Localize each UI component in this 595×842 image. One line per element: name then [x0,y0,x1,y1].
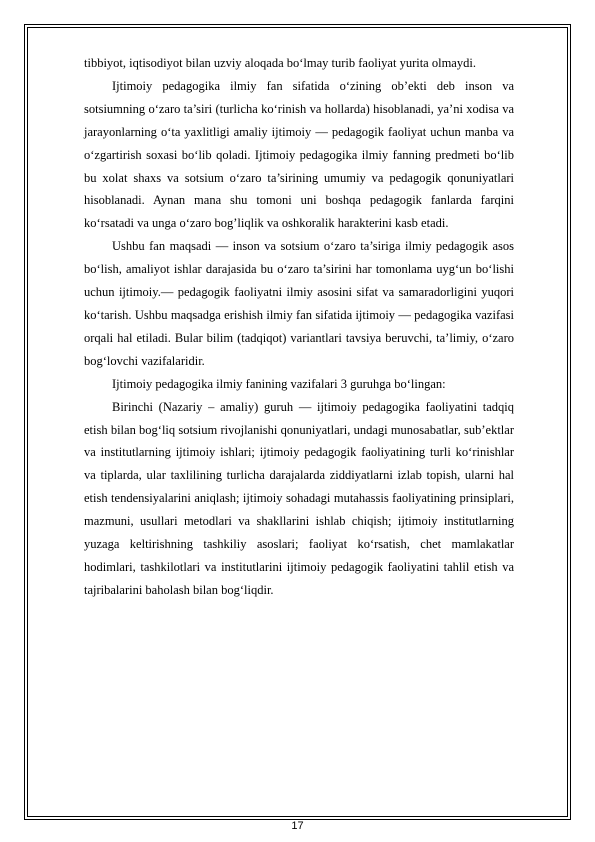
paragraph-first-group: Birinchi (Nazariy – amaliy) guruh — ijtimoiy pedagogika faoliyatini tadqiq etish bilan bog‘liq sotsium rivojlanishi qonuniyatlari, undagi munosabatlar, sub’ektlar va institutlarning ijtimoiy ishlari; ijtimoiy pedagogik faoliyatining turli ko‘rinishlar va tiplarda, ular taxlilining turlicha darajalarda ziddiyatlarni izlab topish, ularni hal etish tendensiyalarini aniqlash; ijtimoiy sohadagi mutahassis faoliyatining prinsiplari, mazmuni, usullari metodlari va shakllarini ishlab chiqish; ijtimoiy institutlarning yuzaga keltirishning tashkiliy asoslari; faoliyat ko‘rsatish, chet mamlakatlar hodimlari, tashkilotlari va institutlarini ijtimoiy pedagogik faoliyatini tahlil etish va tajribalarini baholash bilan bog‘liqdir. [84,399,514,597]
page-number: 17 [291,820,304,832]
paragraph-task-groups-intro: Ijtimoiy pedagogika ilmiy fanining vazifalari 3 guruhga bo‘lingan: [112,376,446,391]
paragraph-continuation: tibbiyot, iqtisodiyot bilan uzviy aloqada bo‘lmay turib faoliyat yurita olmaydi. [84,56,476,70]
paragraph-object-of-science: Ijtimoiy pedagogika ilmiy fan sifatida o‘zining ob’ekti deb inson va sotsiumning o‘zaro ta’siri (turlicha ko‘rinish va hollarda) hisoblanadi, ya’ni xodisa va jarayonlarning o‘ta yaxlitligi amaliy ijtimoiy — pedagogik faoliyat uchun manba va o‘zgartirish soxasi bo‘lib qoladi. Ijtimoiy pedagogika ilmiy fanning predmeti bo‘lib bu xolat shaxs va sotsium o‘zaro ta’sirining umumiy va pedagogik qonuniyatlari hisoblanadi. Aynan mana shu tomoni uni boshqa pedagogik fanlarda farqini ko‘rsatadi va unga o‘zaro bog’liqlik va oshkoralik harakterini kasb etadi. [84,78,514,231]
document-body [84,52,514,602]
paragraph-goal-of-science: Ushbu fan maqsadi — inson va sotsium o‘zaro ta’siriga ilmiy pedagogik asos bo‘lish, amaliyot ishlar darajasida bu o‘zaro ta’sirini har tomonlama uyg‘un bo‘lishi uchun ijtimoiy.— pedagogik faoliyatni ilmiy asosini sifat va samaradorligini yuqori ko‘tarish. Ushbu maqsadga erishish ilmiy fan sifatida ijtimoiy — pedagogika vazifasi orqali hal etiladi. Bular bilim (tadqiqot) variantlari tavsiya beruvchi, ta’limiy, o‘zaro bog‘lovchi vazifalaridir. [84,239,514,368]
